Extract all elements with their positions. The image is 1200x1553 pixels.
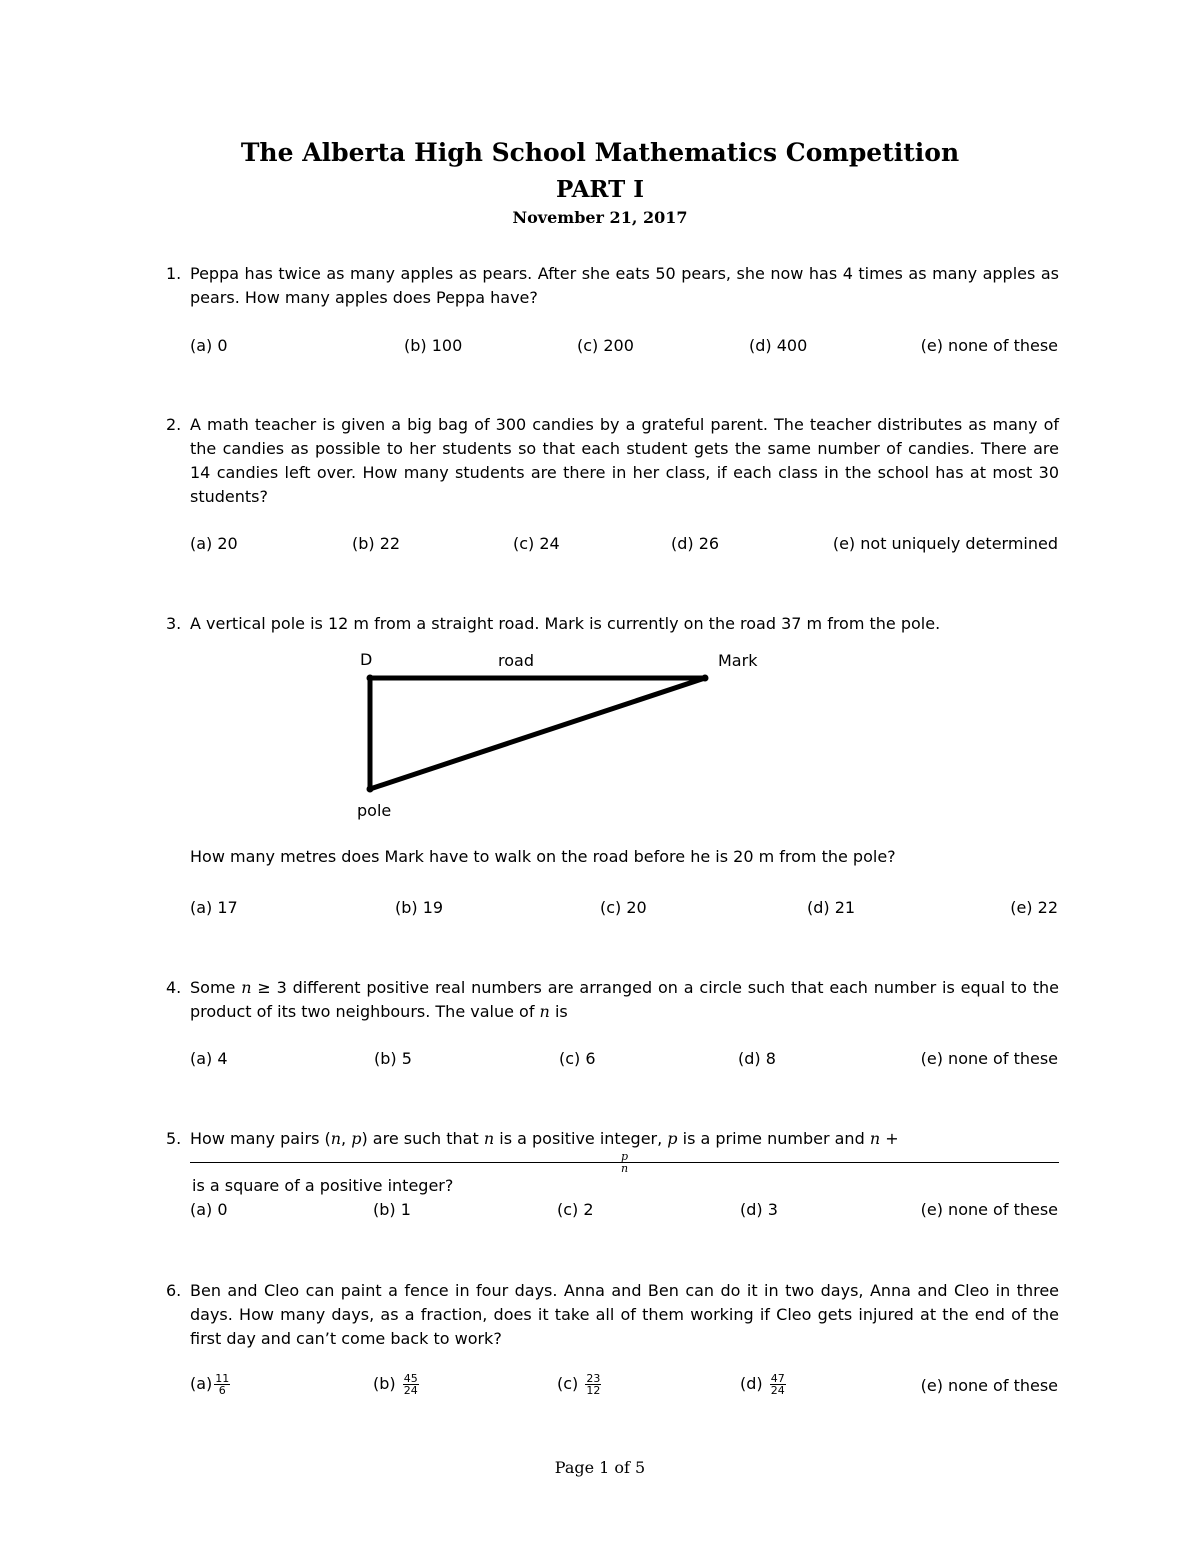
question-1 [166,262,1059,310]
fraction [770,1373,786,1396]
question-number: 2. [166,415,182,434]
choice-e: (e) none of these [920,336,1058,355]
fraction-numerator: 45 [403,1372,418,1385]
fraction [585,1373,601,1396]
variable-p: p [667,1129,678,1148]
variable-n: n [539,1002,550,1021]
choice-b: (b) 5 [374,1049,412,1068]
text-segment: ) are such that [361,1129,484,1148]
question-6 [166,1279,1059,1351]
fraction-denominator: 24 [770,1384,785,1397]
fraction-numerator: 23 [586,1372,601,1385]
question-number: 3. [166,614,182,633]
choices-4 [190,1049,1058,1073]
choice-b: (b) 19 [395,898,444,917]
choices-2 [190,534,1058,558]
text-segment: is [549,1002,568,1021]
question-text: Ben and Cleo can paint a fence in four days. Anna and Ben can do it in two days, Anna and Cleo in three days. How many days, as a fraction, does it take all of them working if Cleo gets injured at the end of the first day and can’t come back to work? [190,1281,1059,1348]
fraction-denominator: 6 [218,1384,226,1397]
choice-c [557,1373,603,1396]
text-segment: is a prime number and [677,1129,870,1148]
choices-1 [190,336,1058,360]
fraction-numerator: 11 [215,1372,230,1385]
question-5 [166,1127,1059,1198]
fraction-numerator: p [190,1151,1059,1163]
choice-d: (d) 400 [749,336,808,355]
fraction [403,1373,419,1396]
point-pole [367,786,374,793]
text-segment: ≥ 3 different positive real numbers are arranged on a circle such that each number is equal to the product of its two neighbours. The value of [190,978,1059,1021]
choice-label: (d) [740,1374,763,1393]
point-d [367,675,374,682]
label-pole: pole [357,801,392,820]
choice-a [190,1373,232,1396]
choice-c: (c) 20 [600,898,647,917]
choice-e: (e) 22 [1010,898,1058,917]
choice-e: (e) none of these [920,1049,1058,1068]
question-text [190,976,1059,1024]
variable-n: n [241,978,252,997]
text-segment: is a square of a positive integer? [192,1176,454,1195]
choice-b [373,1373,421,1396]
choice-d: (d) 21 [807,898,856,917]
choices-6 [190,1373,1058,1403]
choice-a: (a) 0 [190,336,228,355]
label-road: road [498,651,534,670]
question-3 [166,612,1059,636]
choice-d: (d) 8 [738,1049,776,1068]
page-footer: Page 1 of 5 [554,1458,646,1477]
label-d: D [360,650,373,669]
text-segment: + [880,1129,899,1148]
fraction [214,1373,230,1396]
question-3-prompt [166,845,1059,869]
text-segment: is a positive integer, [494,1129,668,1148]
choice-c: (c) 24 [513,534,560,553]
choice-b: (b) 100 [404,336,463,355]
choice-label: (b) [373,1374,396,1393]
question-number: 4. [166,978,182,997]
choice-a: (a) 4 [190,1049,228,1068]
question-text: Peppa has twice as many apples as pears. After she eats 50 pears, she now has 4 times as many apples as pears. How many apples does Peppa have? [190,264,1059,307]
fraction-denominator: n [620,1162,629,1175]
label-mark: Mark [718,651,758,670]
fraction-numerator: 47 [770,1372,785,1385]
question-2 [166,413,1059,509]
question-text: A math teacher is given a big bag of 300 candies by a grateful parent. The teacher distributes as many of the candies as possible to her students so that each student gets the same number of candies. There are 14 candies left over. How many students are there in her class, if each class in the school has at most 30 students? [190,415,1059,506]
text-segment: , [341,1129,352,1148]
choice-label: (a) [190,1374,213,1393]
point-mark [702,675,709,682]
choices-5 [190,1200,1058,1224]
question-text [190,1127,1059,1198]
choice-c: (c) 200 [577,336,634,355]
date-line: November 21, 2017 [512,208,688,227]
choice-b: (b) 22 [352,534,401,553]
choice-c: (c) 2 [557,1200,594,1219]
pole-road-diagram [340,640,800,830]
fraction-denominator: 12 [586,1384,601,1397]
choice-label: (c) [557,1374,579,1393]
choice-d: (d) 26 [671,534,720,553]
variable-n: n [483,1129,495,1148]
choice-d: (d) 3 [740,1200,778,1219]
variable-n: n [869,1129,881,1148]
variable-n: n [330,1129,342,1148]
question-number: 5. [166,1129,182,1148]
choice-a: (a) 0 [190,1200,228,1219]
choice-a: (a) 17 [190,898,238,917]
pole-to-mark-line [370,678,705,789]
question-text: A vertical pole is 12 m from a straight road. Mark is currently on the road 37 m from the pole. [190,614,941,633]
choice-c: (c) 6 [559,1049,596,1068]
question-4 [166,976,1059,1024]
question-number: 6. [166,1281,182,1300]
text-segment: How many pairs ( [190,1129,331,1148]
choice-d [740,1373,788,1396]
choice-a: (a) 20 [190,534,238,553]
variable-p: p [351,1129,362,1148]
text-segment: Some [190,978,242,997]
choice-e: (e) none of these [920,1200,1058,1219]
page-title: The Alberta High School Mathematics Competition [240,138,960,167]
part-heading: PART I [555,176,645,203]
choice-e: (e) not uniquely determined [832,534,1058,553]
choice-e: (e) none of these [920,1376,1058,1395]
question-text: How many metres does Mark have to walk on the road before he is 20 m from the pole? [190,847,896,866]
triangle-figure [340,640,800,830]
question-number: 1. [166,264,182,283]
choices-3 [190,898,1058,922]
choice-b: (b) 1 [373,1200,411,1219]
fraction-denominator: 24 [403,1384,418,1397]
fraction-p-over-n [190,1151,1059,1174]
